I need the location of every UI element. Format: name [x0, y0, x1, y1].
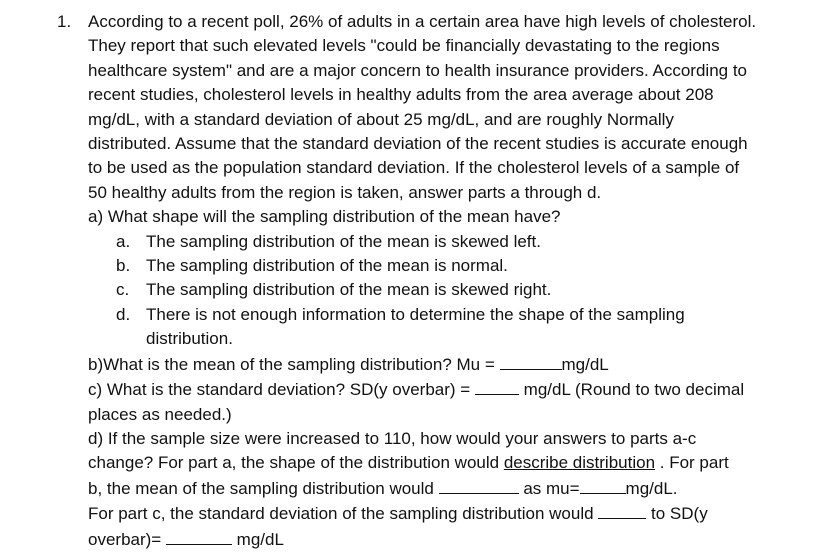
part-c-sd-blank[interactable]	[475, 377, 519, 395]
intro-line: mg/dL, with a standard deviation of about 25 mg/dL, and are roughly Normally	[88, 109, 674, 129]
part-d-line-3-suffix: mg/dL.	[625, 478, 678, 498]
part-d-line-2-suffix: . For part	[655, 453, 729, 473]
part-a-option-c[interactable]	[88, 278, 813, 302]
option-letter: b.	[116, 256, 131, 276]
option-text: The sampling distribution of the mean is skewed right.	[146, 280, 552, 300]
option-text: There is not enough information to determine the shape of the sampling	[146, 304, 685, 324]
part-c-line	[88, 377, 813, 402]
part-d-line-3-middle: as mu=	[518, 478, 580, 498]
part-d-line-5-prefix: overbar)=	[88, 529, 166, 549]
part-a-prompt: a) What shape will the sampling distribution of the mean have?	[88, 207, 561, 227]
part-d-line-1: d) If the sample size were increased to 110, how would your answers to parts a-c	[88, 428, 697, 448]
option-letter: d.	[116, 304, 131, 324]
part-a-option-d-continuation: distribution.	[146, 329, 233, 349]
question-number: 1.	[57, 12, 72, 31]
option-text: The sampling distribution of the mean is normal.	[146, 256, 508, 276]
shape-dropdown[interactable]: describe distribution	[503, 453, 656, 473]
part-d-line-2-prefix: change? For part a, the shape of the distribution would	[88, 453, 504, 473]
part-d-line-4-prefix: For part c, the standard deviation of the sampling distribution would	[88, 504, 599, 524]
part-b-mean-blank[interactable]	[500, 352, 562, 370]
intro-line: to be used as the population standard deviation. If the cholesterol levels of a sample of	[88, 158, 740, 178]
part-a-option-d[interactable]	[88, 303, 813, 327]
part-d-line-3	[88, 476, 813, 501]
intro-line: healthcare system" and are a major concern to health insurance providers. According to	[88, 60, 747, 80]
mean-change-blank[interactable]	[439, 476, 519, 494]
new-mu-blank[interactable]	[580, 476, 626, 494]
part-c-prefix: c) What is the standard deviation? SD(y overbar) =	[88, 380, 475, 400]
part-b-suffix: mg/dL	[561, 354, 609, 374]
intro-line: They report that such elevated levels "could be financially devastating to the regions	[88, 36, 720, 56]
intro-line: According to a recent poll, 26% of adults in a certain area have high levels of cholesterol.	[88, 12, 757, 31]
question-body	[88, 10, 813, 552]
intro-line: recent studies, cholesterol levels in healthy adults from the area average about 208	[88, 85, 714, 105]
new-sd-blank[interactable]	[166, 527, 232, 545]
part-a-option-b[interactable]	[88, 254, 813, 278]
part-d-line-4-suffix: to SD(y	[646, 504, 708, 524]
part-d-line-4	[88, 501, 813, 526]
option-letter: c.	[116, 280, 130, 300]
part-d-line-5	[88, 527, 813, 552]
option-text: The sampling distribution of the mean is skewed left.	[146, 231, 541, 251]
sd-change-blank[interactable]	[598, 501, 646, 519]
part-b-prefix: b)What is the mean of the sampling distribution? Mu =	[88, 354, 500, 374]
intro-line: 50 healthy adults from the region is taken, answer parts a through d.	[88, 182, 602, 202]
part-a-option-a[interactable]	[88, 230, 813, 254]
part-b-line	[88, 352, 813, 377]
part-c-continuation: places as needed.)	[88, 404, 232, 424]
option-letter: a.	[116, 231, 131, 251]
part-d-line-2	[88, 451, 813, 475]
intro-line: distributed. Assume that the standard deviation of the recent studies is accurate enough	[88, 134, 748, 154]
part-d-line-5-suffix: mg/dL	[231, 529, 284, 549]
part-c-suffix: mg/dL (Round to two decimal	[518, 380, 745, 400]
part-d-line-3-prefix: b, the mean of the sampling distribution would	[88, 478, 439, 498]
